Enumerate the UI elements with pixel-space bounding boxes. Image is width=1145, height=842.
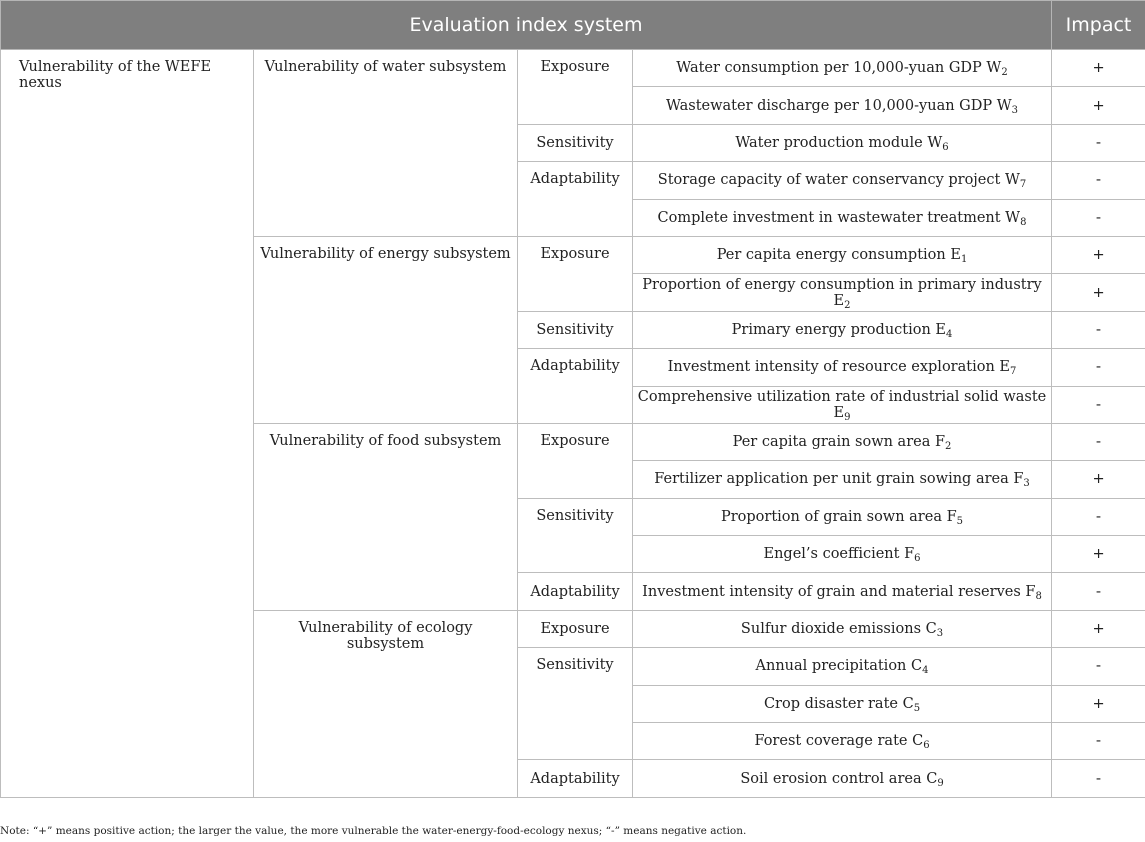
subsystem-water: Vulnerability of water subsystem: [254, 50, 518, 237]
subsystem-energy: Vulnerability of energy subsystem: [254, 236, 518, 423]
dimension-exposure: Exposure: [518, 423, 633, 498]
dimension-adaptability: Adaptability: [518, 760, 633, 797]
indicator-cell: Water production module $W_6$: [633, 124, 1052, 161]
header-title: Evaluation index system: [1, 1, 1052, 50]
dimension-exposure: Exposure: [518, 50, 633, 125]
impact-cell: +: [1052, 236, 1145, 273]
indicator-cell: Complete investment in wastewater treatment $W_8$: [633, 199, 1052, 236]
indicator-cell: Per capita grain sown area $F_2$: [633, 423, 1052, 460]
indicator-cell: Crop disaster rate $C_5$: [633, 685, 1052, 722]
dimension-exposure: Exposure: [518, 610, 633, 647]
indicator-cell: Soil erosion control area $C_9$: [633, 760, 1052, 797]
impact-cell: +: [1052, 87, 1145, 124]
indicator-cell: Proportion of grain sown area $F_5$: [633, 498, 1052, 535]
indicator-cell: Annual precipitation $C_4$: [633, 648, 1052, 685]
header-impact: Impact: [1052, 1, 1145, 50]
indicator-cell: Water consumption per 10,000-yuan GDP $W_2$: [633, 50, 1052, 87]
dimension-sensitivity: Sensitivity: [518, 311, 633, 348]
table-row: [1, 50, 1145, 87]
impact-cell: +: [1052, 536, 1145, 573]
impact-cell: -: [1052, 199, 1145, 236]
impact-cell: -: [1052, 760, 1145, 797]
indicator-cell: Storage capacity of water conservancy project $W_7$: [633, 162, 1052, 199]
impact-cell: -: [1052, 423, 1145, 460]
indicator-cell: Primary energy production $E_4$: [633, 311, 1052, 348]
impact-cell: -: [1052, 386, 1145, 423]
indicator-cell: Sulfur dioxide emissions $C_3$: [633, 610, 1052, 647]
impact-cell: -: [1052, 648, 1145, 685]
indicator-cell: Comprehensive utilization rate of industrial solid waste $E_9$: [633, 386, 1052, 423]
indicator-cell: Fertilizer application per unit grain sowing area $F_3$: [633, 461, 1052, 498]
indicator-cell: Engel’s coefficient $F_6$: [633, 536, 1052, 573]
impact-cell: +: [1052, 461, 1145, 498]
dimension-adaptability: Adaptability: [518, 162, 633, 237]
dimension-sensitivity: Sensitivity: [518, 498, 633, 573]
dimension-adaptability: Adaptability: [518, 573, 633, 610]
impact-cell: +: [1052, 50, 1145, 87]
dimension-exposure: Exposure: [518, 236, 633, 311]
impact-cell: +: [1052, 610, 1145, 647]
dimension-sensitivity: Sensitivity: [518, 124, 633, 161]
impact-cell: -: [1052, 573, 1145, 610]
subsystem-food: Vulnerability of food subsystem: [254, 423, 518, 610]
level1-cell: Vulnerability of the WEFE nexus: [1, 50, 254, 798]
impact-cell: +: [1052, 685, 1145, 722]
impact-cell: -: [1052, 723, 1145, 760]
indicator-cell: Proportion of energy consumption in primary industry $E_2$: [633, 274, 1052, 311]
dimension-sensitivity: Sensitivity: [518, 648, 633, 760]
impact-cell: -: [1052, 498, 1145, 535]
subsystem-ecology: Vulnerability of ecology subsystem: [254, 610, 518, 797]
impact-cell: -: [1052, 311, 1145, 348]
header-row: [1, 1, 1145, 50]
impact-cell: -: [1052, 124, 1145, 161]
dimension-adaptability: Adaptability: [518, 349, 633, 424]
indicator-cell: Wastewater discharge per 10,000-yuan GDP $W_3$: [633, 87, 1052, 124]
indicator-cell: Per capita energy consumption $E_1$: [633, 236, 1052, 273]
impact-cell: -: [1052, 162, 1145, 199]
indicator-cell: Investment intensity of resource exploration $E_7$: [633, 349, 1052, 386]
indicator-cell: Investment intensity of grain and material reserves $F_8$: [633, 573, 1052, 610]
indicator-cell: Forest coverage rate $C_6$: [633, 723, 1052, 760]
impact-cell: +: [1052, 274, 1145, 311]
impact-cell: -: [1052, 349, 1145, 386]
table-note: Note: “+” means positive action; the larger the value, the more vulnerable the water-energy-food-ecology nexus; “-” means negative action.: [0, 825, 747, 837]
